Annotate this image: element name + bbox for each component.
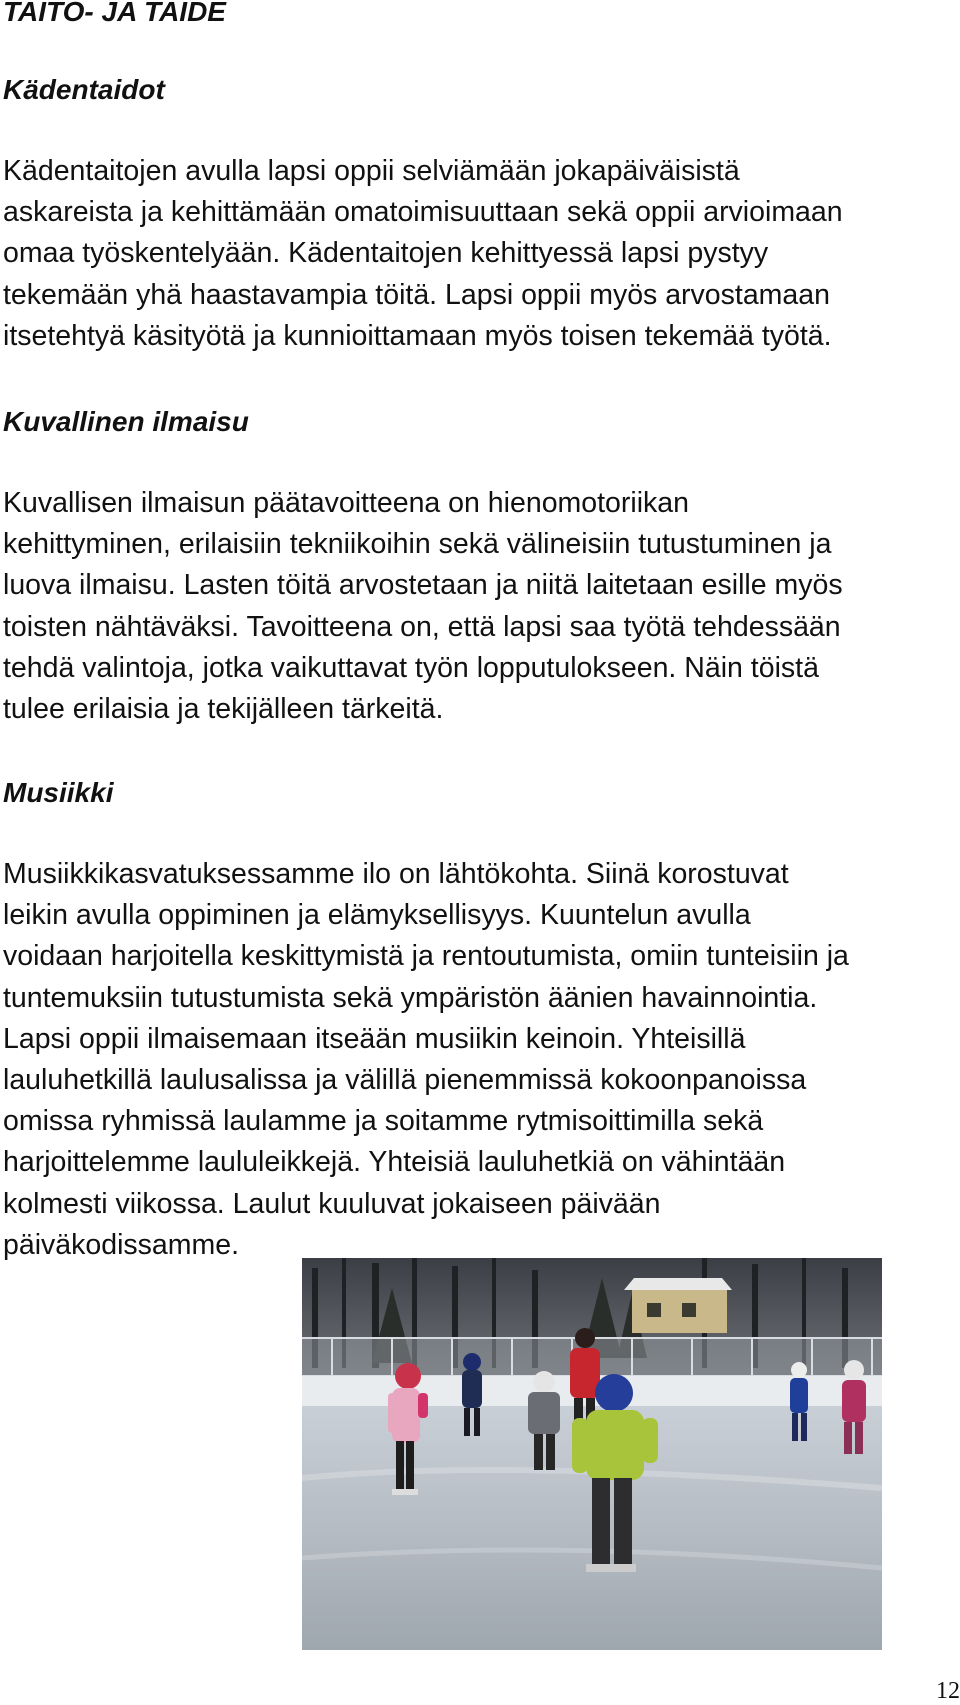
paragraph-musiikki (3, 854, 849, 1266)
heading-kuvallinen-ilmaisu: Kuvallinen ilmaisu (3, 406, 249, 437)
paragraph-line: lauluhetkillä laulusalissa ja välillä pienemmissä kokoonpanoissa (3, 1064, 807, 1097)
skating-photo (302, 1258, 882, 1650)
paragraph-line: tehdä valintoja, jotka vaikuttavat työn lopputulokseen. Näin töistä (3, 651, 819, 684)
paragraph-line: tekemään yhä haastavampia töitä. Lapsi oppii myös arvostamaan (3, 278, 830, 311)
paragraph-line: tuntemuksiin tutustumista sekä ympäristön äänien havainnointia. (3, 981, 818, 1014)
paragraph-line: kehittyminen, erilaisiin tekniikoihin sekä välineisiin tutustuminen ja (3, 528, 832, 561)
paragraph-line: luova ilmaisu. Lasten töitä arvostetaan ja niitä laitetaan esille myös (3, 569, 843, 602)
paragraph-line: tulee erilaisia ja tekijälleen tärkeitä. (3, 693, 444, 726)
paragraph-line: kolmesti viikossa. Laulut kuuluvat jokaiseen päivään (3, 1187, 661, 1220)
paragraph-line: Musiikkikasvatuksessamme ilo on lähtökohta. Siinä korostuvat (3, 858, 789, 890)
paragraph-line: itsetehtyä käsityötä ja kunnioittamaan myös toisen tekemää työtä. (3, 319, 832, 352)
paragraph-line: Kädentaitojen avulla lapsi oppii selviämään jokapäiväisistä (3, 155, 740, 187)
heading-kadentaidot: Kädentaidot (3, 74, 165, 105)
paragraph-line: päiväkodissamme. (3, 1228, 240, 1261)
paragraph-line: toisten nähtäväksi. Tavoitteena on, että lapsi saa työtä tehdessään (3, 610, 841, 643)
paragraph-line: Kuvallisen ilmaisun päätavoitteena on hienomotoriikan (3, 487, 690, 519)
paragraph-line: voidaan harjoitella keskittymistä ja rentoutumista, omiin tunteisiin ja (3, 940, 849, 973)
paragraph-line: leikin avulla oppiminen ja elämyksellisyys. Kuuntelun avulla (3, 899, 751, 932)
heading-musiikki: Musiikki (3, 777, 114, 808)
paragraph-kuvallinen-ilmaisu (3, 483, 843, 730)
paragraph-line: harjoittelemme laululeikkejä. Yhteisiä lauluhetkiä on vähintään (3, 1146, 786, 1179)
section-title: TAITO- JA TAIDE (3, 0, 226, 27)
paragraph-line: askareista ja kehittämään omatoimisuuttaan sekä oppii arvioimaan (3, 196, 843, 229)
paragraph-line: omaa työskentelyään. Kädentaitojen kehittyessä lapsi pystyy (3, 237, 769, 270)
paragraph-line: omissa ryhmissä laulamme ja soitamme rytmisoittimilla sekä (3, 1105, 764, 1138)
page-number: 12 (936, 1678, 960, 1704)
paragraph-kadentaidot (3, 151, 843, 357)
paragraph-line: Lapsi oppii ilmaisemaan itseään musiikin keinoin. Yhteisillä (3, 1022, 746, 1055)
